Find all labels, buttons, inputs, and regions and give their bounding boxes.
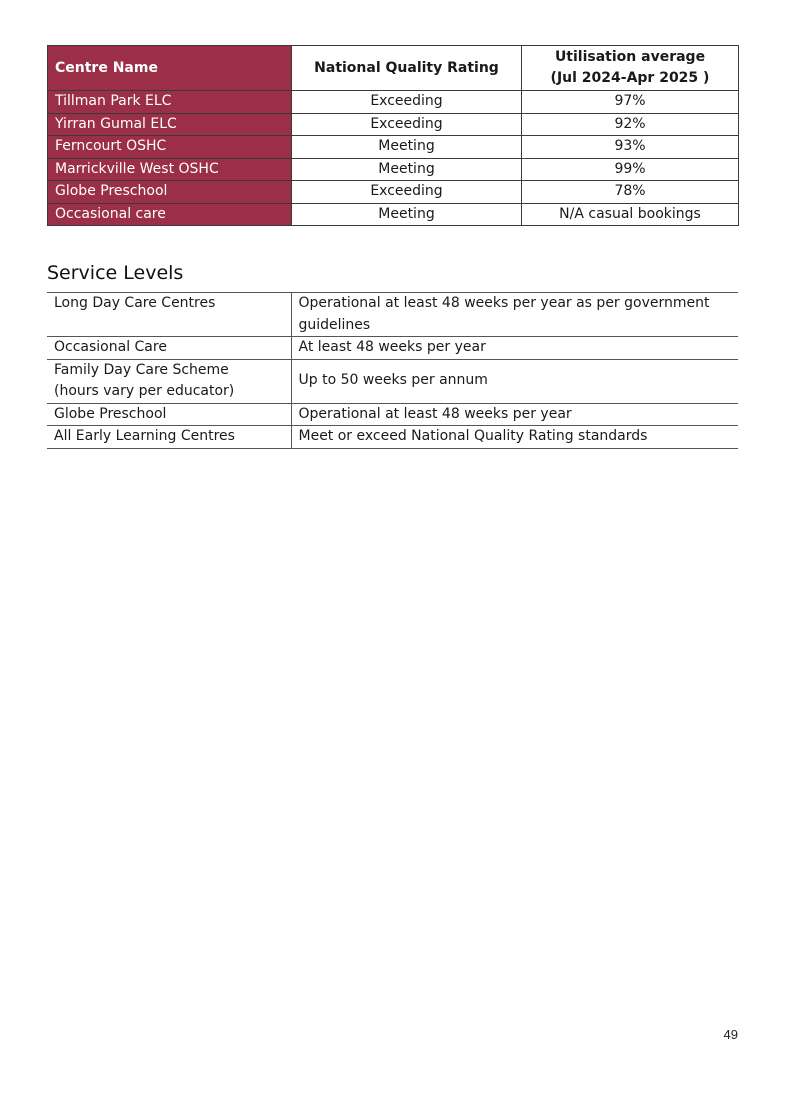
centre-name-cell: Globe Preschool	[48, 181, 292, 204]
utilisation-cell: N/A casual bookings	[522, 203, 739, 226]
service-levels-table	[47, 292, 738, 449]
rating-cell: Exceeding	[292, 91, 522, 114]
service-levels-heading: Service Levels	[47, 262, 184, 284]
rating-cell: Exceeding	[292, 181, 522, 204]
utilisation-cell: 92%	[522, 113, 739, 136]
table-row	[47, 403, 738, 426]
utilisation-cell: 99%	[522, 158, 739, 181]
utilisation-header	[522, 46, 739, 91]
table-row	[48, 113, 739, 136]
service-value-cell: Meet or exceed National Quality Rating standards	[291, 426, 738, 449]
rating-cell: Meeting	[292, 158, 522, 181]
table-row	[47, 359, 738, 403]
utilisation-header-line1: Utilisation average	[554, 49, 706, 65]
table-row	[47, 293, 738, 337]
service-label-cell	[47, 359, 291, 403]
centre-ratings-table	[47, 45, 739, 226]
service-label-cell: Globe Preschool	[47, 403, 291, 426]
utilisation-cell: 97%	[522, 91, 739, 114]
service-value-cell: Operational at least 48 weeks per year as per government guidelines	[291, 293, 738, 337]
rating-cell: Exceeding	[292, 113, 522, 136]
centre-name-cell: Occasional care	[48, 203, 292, 226]
rating-cell: Meeting	[292, 136, 522, 159]
centre-name-cell: Marrickville West OSHC	[48, 158, 292, 181]
centre-name-cell: Yirran Gumal ELC	[48, 113, 292, 136]
page-number: 49	[723, 1027, 738, 1042]
utilisation-cell: 93%	[522, 136, 739, 159]
service-label-line2: (hours vary per educator)	[54, 383, 235, 399]
service-label-line1: Family Day Care Scheme	[54, 361, 229, 378]
service-value-cell: Up to 50 weeks per annum	[291, 359, 738, 403]
service-label-cell: Occasional Care	[47, 337, 291, 360]
centre-name-cell: Tillman Park ELC	[48, 91, 292, 114]
table-row	[47, 337, 738, 360]
utilisation-cell: 78%	[522, 181, 739, 204]
table-header-row	[48, 46, 739, 91]
table-row	[48, 91, 739, 114]
service-value-cell: Operational at least 48 weeks per year	[291, 403, 738, 426]
centre-name-cell: Ferncourt OSHC	[48, 136, 292, 159]
service-value-cell: At least 48 weeks per year	[291, 337, 738, 360]
utilisation-header-line2: (Jul 2024-Apr 2025 )	[550, 70, 710, 86]
quality-rating-header: National Quality Rating	[292, 46, 522, 91]
table-row	[48, 181, 739, 204]
service-label-cell: All Early Learning Centres	[47, 426, 291, 449]
table-row	[48, 203, 739, 226]
table-row	[47, 426, 738, 449]
table-row	[48, 136, 739, 159]
centre-name-header: Centre Name	[48, 46, 292, 91]
service-label-cell: Long Day Care Centres	[47, 293, 291, 337]
rating-cell: Meeting	[292, 203, 522, 226]
table-row	[48, 158, 739, 181]
